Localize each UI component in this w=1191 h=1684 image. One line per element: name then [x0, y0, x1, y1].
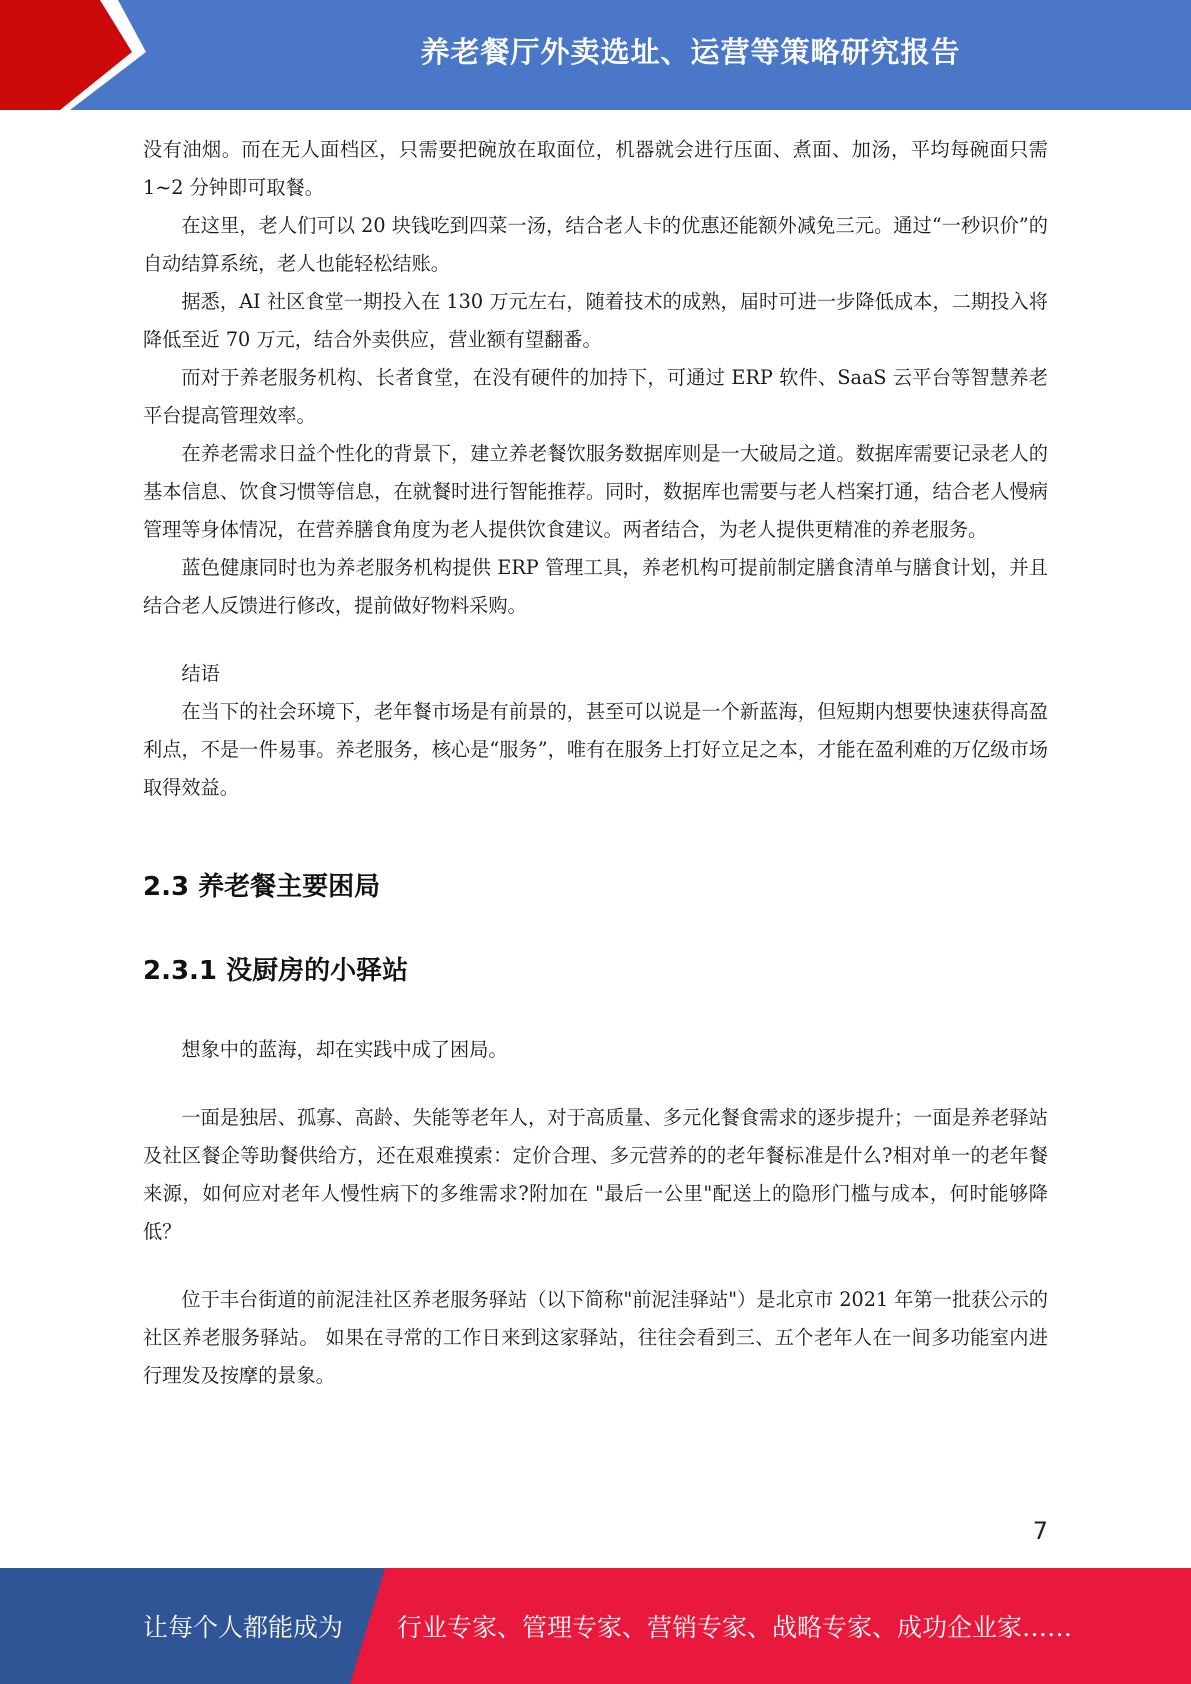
page-number: 7 [1032, 1517, 1048, 1545]
paragraph: 在养老需求日益个性化的背景下，建立养老餐饮服务数据库则是一大破局之道。数据库需要记录老人的基本信息、饮食习惯等信息，在就餐时进行智能推荐。同时，数据库也需要与老人档案打通，结合老人慢病管理等身体情况，在营养膳食角度为老人提供饮食建议。两者结合，为老人提供更精准的养老服务。 [143, 442, 1048, 541]
paragraph: 据悉，AI 社区食堂一期投入在 130 万元左右，随着技术的成熟，届时可进一步降低成本，二期投入将降低至近 70 万元，结合外卖供应，营业额有望翻番。 [143, 290, 1048, 351]
paragraph: 蓝色健康同时也为养老服务机构提供 ERP 管理工具，养老机构可提前制定膳食清单与膳食计划，并且结合老人反馈进行修改，提前做好物料采购。 [143, 556, 1048, 617]
paragraph: 在当下的社会环境下，老年餐市场是有前景的，甚至可以说是一个新蓝海，但短期内想要快速获得高盈利点，不是一件易事。养老服务，核心是“服务”，唯有在服务上打好立足之本，才能在盈利难的万亿级市场取得效益。 [143, 700, 1048, 799]
page-content [143, 131, 1048, 1395]
report-title: 养老餐厅外卖选址、运营等策略研究报告 [420, 34, 961, 69]
page-footer [0, 1568, 1191, 1684]
footer-slogan-left: 让每个人都能成为 [143, 1613, 344, 1642]
page-header [0, 0, 1191, 110]
subsection-heading: 2.3.1 没厨房的小驿站 [143, 956, 409, 986]
paragraph: 而对于养老服务机构、长者食堂，在没有硬件的加持下，可通过 ERP 软件、SaaS 云平台等智慧养老平台提高管理效率。 [143, 366, 1048, 427]
paragraph: 没有油烟。而在无人面档区，只需要把碗放在取面位，机器就会进行压面、煮面、加汤，平均每碗面只需 1~2 分钟即可取餐。 [143, 138, 1048, 199]
conclusion-label: 结语 [181, 662, 220, 685]
paragraph: 想象中的蓝海，却在实践中成了困局。 [181, 1038, 508, 1061]
paragraph: 在这里，老人们可以 20 块钱吃到四菜一汤，结合老人卡的优惠还能额外减免三元。通过“一秒识价”的自动结算系统，老人也能轻松结账。 [143, 214, 1048, 275]
footer-slogan-right: 行业专家、管理专家、营销专家、战略专家、成功企业家…… [397, 1613, 1073, 1642]
section-heading: 2.3 养老餐主要困局 [143, 872, 381, 902]
paragraph: 一面是独居、孤寡、高龄、失能等老年人，对于高质量、多元化餐食需求的逐步提升；一面是养老驿站及社区餐企等助餐供给方，还在艰难摸索：定价合理、多元营养的的老年餐标准是什么?相对单一的老年餐来源，如何应对老年人慢性病下的多维需求?附加在 "最后一公里"配送上的隐形门槛与成本，何时能够降低？ [143, 1106, 1048, 1243]
paragraph: 位于丰台街道的前泥洼社区养老服务驿站（以下简称"前泥洼驿站"）是北京市 2021 年第一批获公示的社区养老服务驿站。 如果在寻常的工作日来到这家驿站，往往会看到三、五个老年人在一间多功能室内进行理发及按摩的景象。 [143, 1288, 1048, 1387]
